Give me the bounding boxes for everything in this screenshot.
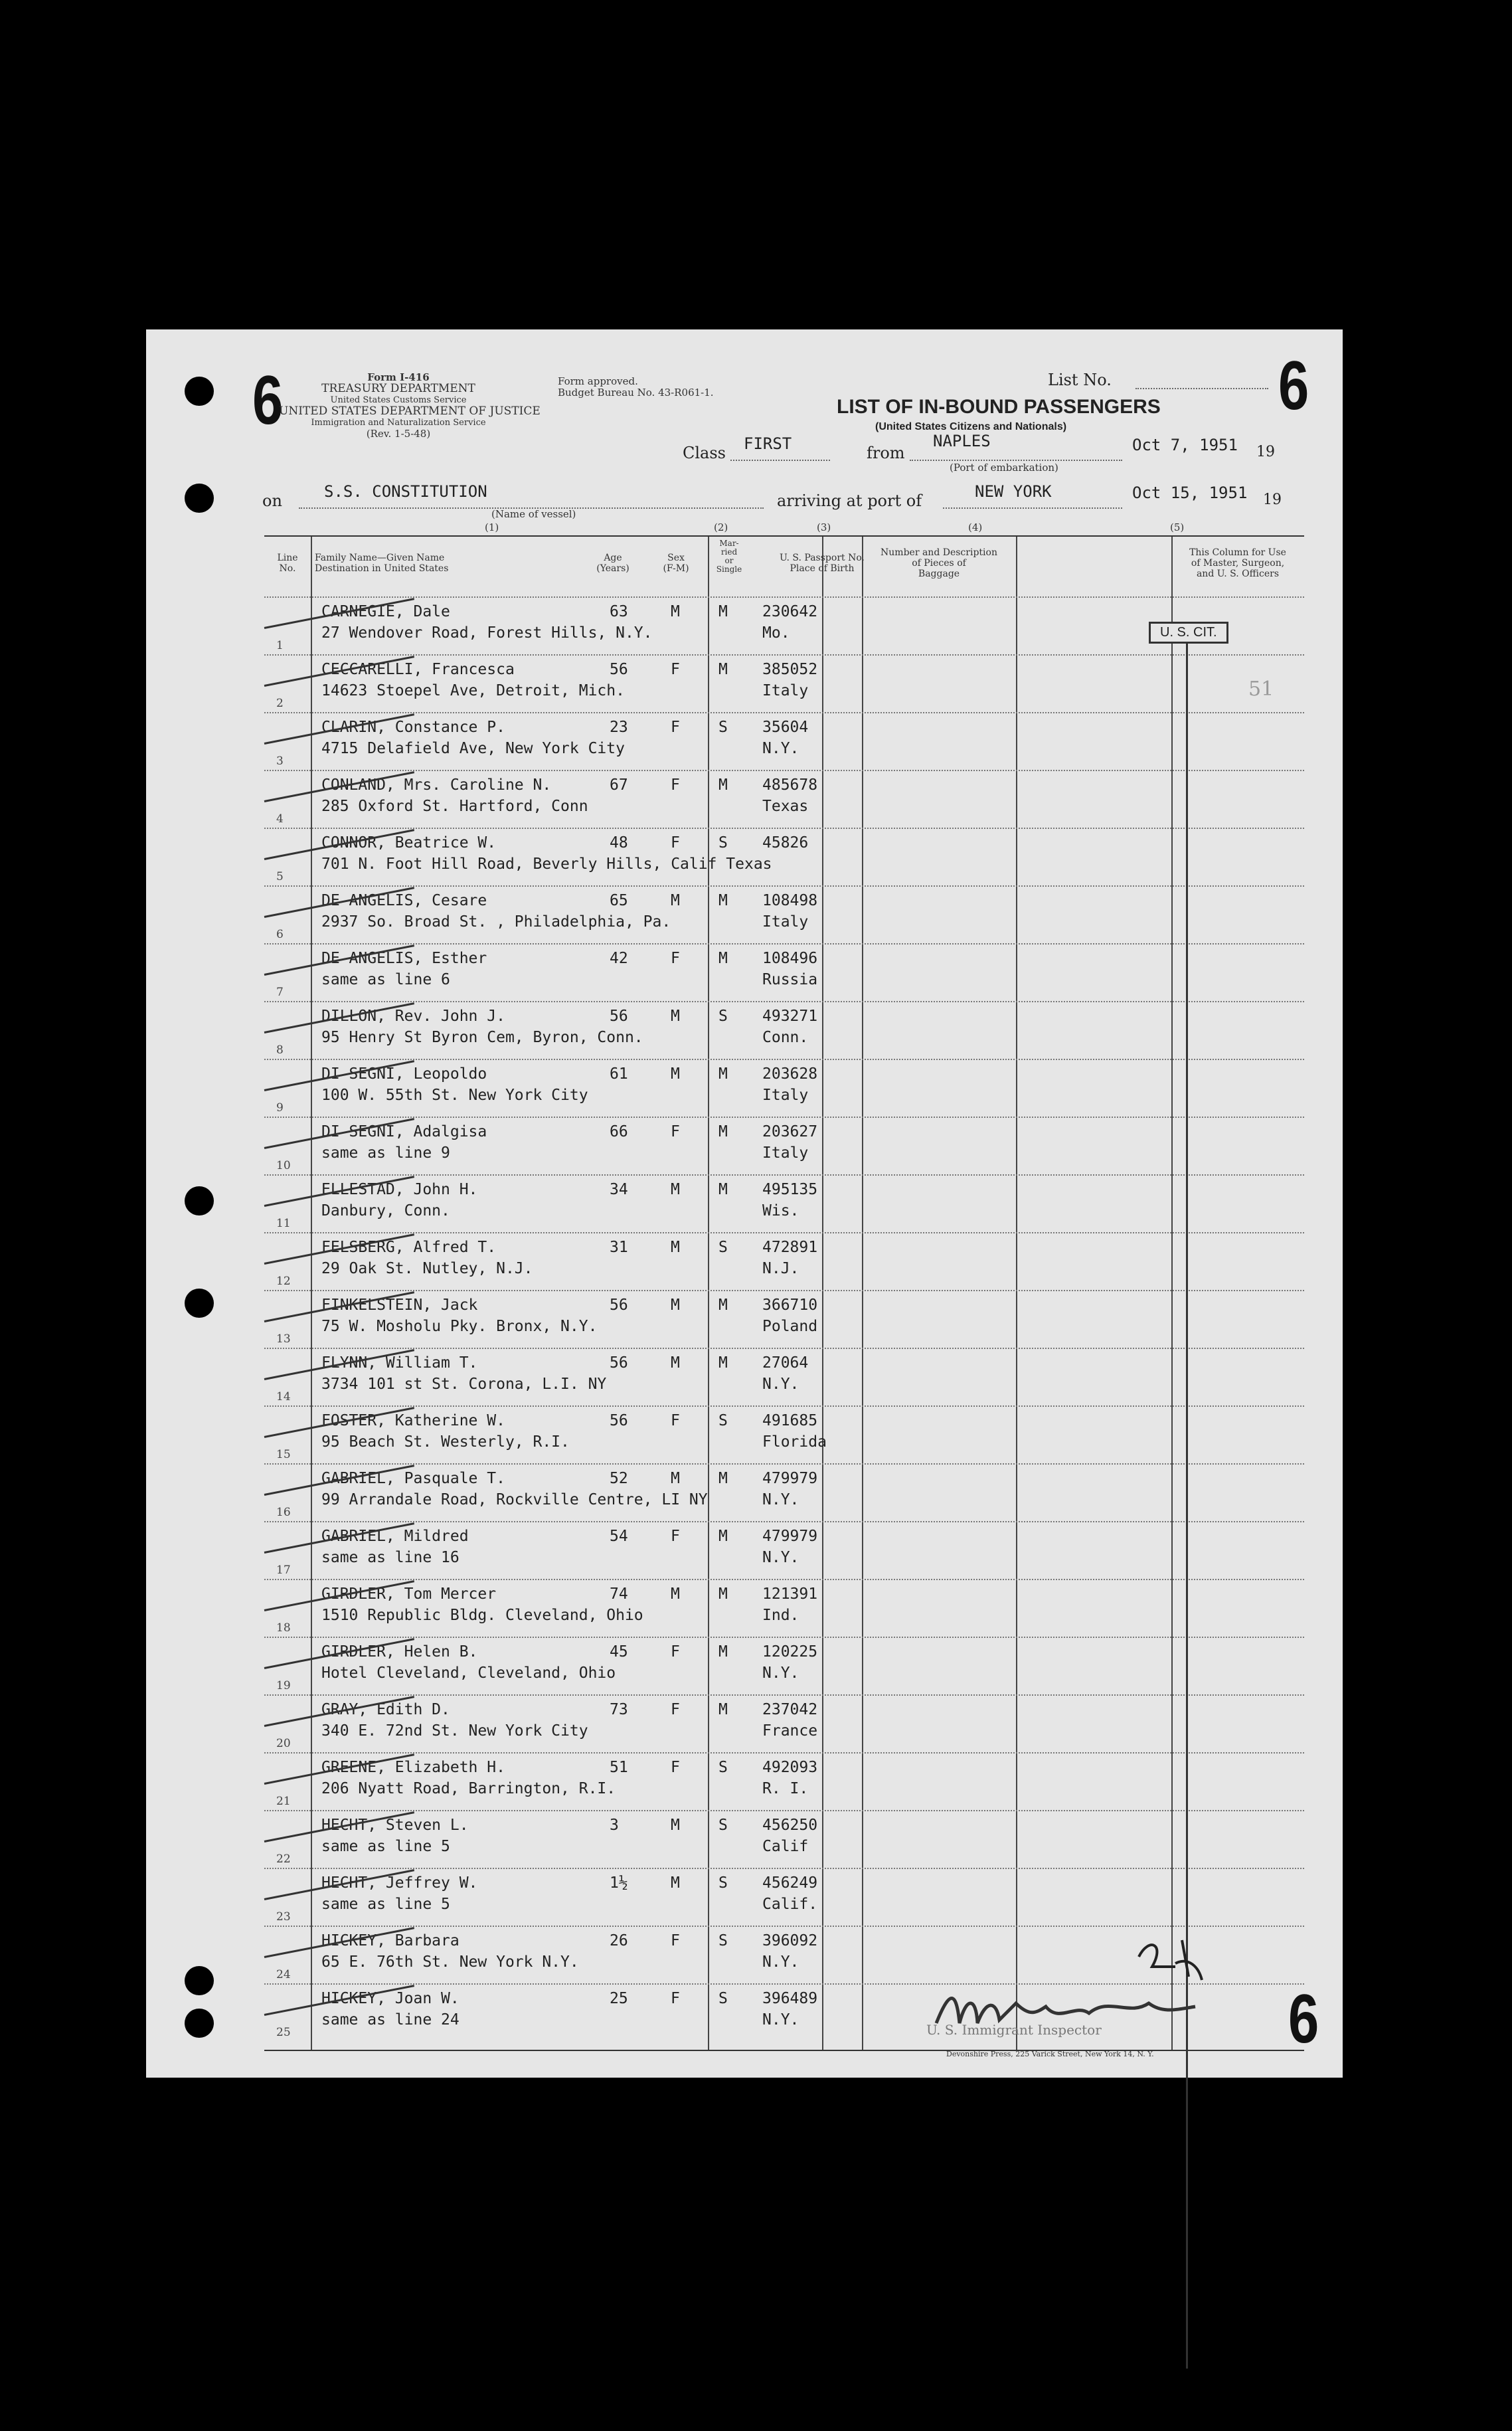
passenger-address: 75 W. Mosholu Pky. Bronx, N.Y. bbox=[321, 1318, 598, 1335]
passenger-address: 285 Oxford St. Hartford, Conn bbox=[321, 798, 588, 815]
passenger-table bbox=[264, 535, 1304, 2051]
passenger-age: 56 bbox=[610, 1412, 628, 1429]
passport-number: 495135 bbox=[762, 1181, 818, 1198]
passenger-name: DE ANGELIS, Esther bbox=[321, 950, 487, 967]
marital-status: S bbox=[718, 1874, 728, 1892]
marital-status: S bbox=[718, 1239, 728, 1256]
corner-number-bottom: 6 bbox=[1288, 1981, 1319, 2058]
passenger-age: 61 bbox=[610, 1065, 628, 1083]
page-title: LIST OF IN-BOUND PASSENGERS bbox=[837, 396, 1161, 418]
line-number: 5 bbox=[276, 870, 284, 883]
from-label: from bbox=[867, 444, 905, 462]
ins-service: Immigration and Naturalization Service bbox=[311, 418, 486, 428]
place-of-birth: Florida bbox=[762, 1433, 827, 1451]
depart-year-suffix: 19 bbox=[1256, 444, 1275, 460]
passport-number: 203627 bbox=[762, 1123, 818, 1140]
passenger-sex: F bbox=[671, 1990, 680, 2007]
passenger-name: GABRIEL, Pasquale T. bbox=[321, 1470, 505, 1487]
passenger-sex: M bbox=[671, 1585, 680, 1603]
passenger-address: 95 Beach St. Westerly, R.I. bbox=[321, 1433, 570, 1451]
passport-number: 203628 bbox=[762, 1065, 818, 1083]
passenger-name: CONNOR, Beatrice W. bbox=[321, 834, 497, 852]
marital-status: S bbox=[718, 1008, 728, 1025]
port-caption: (Port of embarkation) bbox=[950, 462, 1058, 474]
marital-status: M bbox=[718, 661, 728, 678]
passenger-age: 54 bbox=[610, 1528, 628, 1545]
passenger-age: 51 bbox=[610, 1759, 628, 1776]
passenger-name: HECHT, Jeffrey W. bbox=[321, 1874, 478, 1892]
table-row bbox=[264, 770, 1304, 829]
passenger-address: 27 Wendover Road, Forest Hills, N.Y. bbox=[321, 624, 653, 642]
punch-hole bbox=[185, 1186, 214, 1216]
officer-initials bbox=[1129, 1930, 1209, 1990]
vessel-caption: (Name of vessel) bbox=[491, 508, 576, 520]
passenger-sex: M bbox=[671, 603, 680, 620]
marital-status: S bbox=[718, 719, 728, 736]
us-citizen-stamp: U. S. CIT. bbox=[1149, 622, 1228, 644]
passenger-name: CONLAND, Mrs. Caroline N. bbox=[321, 776, 552, 794]
line-number: 19 bbox=[276, 1679, 291, 1692]
place-of-birth: N.Y. bbox=[762, 740, 799, 757]
passenger-name: GRAY, Edith D. bbox=[321, 1701, 450, 1718]
table-row bbox=[264, 1059, 1304, 1118]
marital-status: S bbox=[718, 834, 728, 852]
passenger-name: CARNEGIE, Dale bbox=[321, 603, 450, 620]
header-name: Family Name—Given Name Destination in United States bbox=[315, 553, 449, 574]
passport-number: 472891 bbox=[762, 1239, 818, 1256]
passenger-age: 56 bbox=[610, 661, 628, 678]
marital-status: M bbox=[718, 1065, 728, 1083]
passenger-age: 26 bbox=[610, 1932, 628, 1949]
place-of-birth: N.Y. bbox=[762, 2011, 799, 2028]
marital-status: M bbox=[718, 1297, 728, 1314]
passport-number: 479979 bbox=[762, 1470, 818, 1487]
passenger-name: DI SEGNI, Leopoldo bbox=[321, 1065, 487, 1083]
punch-hole bbox=[185, 1289, 214, 1318]
passport-number: 396489 bbox=[762, 1990, 818, 2007]
passenger-sex: M bbox=[671, 1008, 680, 1025]
passenger-name: GIRDLER, Helen B. bbox=[321, 1643, 478, 1661]
marital-status: M bbox=[718, 1181, 728, 1198]
line-number: 21 bbox=[276, 1795, 291, 1808]
table-row bbox=[264, 1868, 1304, 1927]
marital-status: M bbox=[718, 1643, 728, 1661]
officer-vertical-line bbox=[1186, 642, 1188, 2369]
passenger-age: 63 bbox=[610, 603, 628, 620]
marital-status: M bbox=[718, 1585, 728, 1603]
marital-status: S bbox=[718, 1759, 728, 1776]
passenger-name: CLARIN, Constance P. bbox=[321, 719, 505, 736]
passenger-age: 67 bbox=[610, 776, 628, 794]
passenger-name: GABRIEL, Mildred bbox=[321, 1528, 469, 1545]
class-label: Class bbox=[683, 444, 726, 462]
place-of-birth: France bbox=[762, 1722, 818, 1740]
place-of-birth: Italy bbox=[762, 682, 809, 699]
passport-number: 493271 bbox=[762, 1008, 818, 1025]
passenger-name: FELSBERG, Alfred T. bbox=[321, 1239, 497, 1256]
line-number: 15 bbox=[276, 1448, 291, 1461]
passenger-sex: M bbox=[671, 1297, 680, 1314]
passport-number: 108498 bbox=[762, 892, 818, 909]
place-of-birth: N.Y. bbox=[762, 1376, 799, 1393]
passenger-sex: F bbox=[671, 1701, 680, 1718]
passenger-age: 73 bbox=[610, 1701, 628, 1718]
punch-hole bbox=[185, 1966, 214, 1995]
header-line-no: Line No. bbox=[277, 553, 301, 574]
passport-number: 385052 bbox=[762, 661, 818, 678]
line-number: 24 bbox=[276, 1968, 291, 1981]
arriving-label: arriving at port of bbox=[777, 492, 922, 510]
marital-status: M bbox=[718, 603, 728, 620]
passenger-sex: F bbox=[671, 661, 680, 678]
passenger-age: 3 bbox=[610, 1817, 619, 1834]
line-number: 12 bbox=[276, 1275, 291, 1288]
marital-status: M bbox=[718, 1123, 728, 1140]
passenger-address: 4715 Delafield Ave, New York City bbox=[321, 740, 625, 757]
passenger-name: HICKEY, Barbara bbox=[321, 1932, 460, 1949]
line-number: 6 bbox=[276, 928, 284, 941]
passenger-age: 42 bbox=[610, 950, 628, 967]
inspector-label: U. S. Immigrant Inspector bbox=[926, 2022, 1102, 2038]
passenger-sex: F bbox=[671, 776, 680, 794]
approval-block bbox=[558, 376, 714, 399]
passenger-address: same as line 5 bbox=[321, 1838, 450, 1855]
line-number: 3 bbox=[276, 755, 284, 768]
line-number: 8 bbox=[276, 1043, 284, 1057]
arrival-date: Oct 15, 1951 bbox=[1132, 484, 1248, 502]
passport-number: 121391 bbox=[762, 1585, 818, 1603]
passenger-sex: F bbox=[671, 1528, 680, 1545]
marital-status: M bbox=[718, 1470, 728, 1487]
class-value: FIRST bbox=[744, 434, 792, 453]
place-of-birth: Italy bbox=[762, 1087, 809, 1104]
line-number: 13 bbox=[276, 1332, 291, 1346]
marital-status: S bbox=[718, 1817, 728, 1834]
place-of-birth: Italy bbox=[762, 913, 809, 931]
passenger-name: DI SEGNI, Adalgisa bbox=[321, 1123, 487, 1140]
place-of-birth: Calif. bbox=[762, 1896, 818, 1913]
table-row bbox=[264, 712, 1304, 771]
form-block bbox=[279, 371, 541, 440]
page-subtitle: (United States Citizens and Nationals) bbox=[875, 421, 1067, 432]
col-number-2: (2) bbox=[714, 521, 728, 533]
place-of-birth: Conn. bbox=[762, 1029, 809, 1046]
passenger-address: 14623 Stoepel Ave, Detroit, Mich. bbox=[321, 682, 625, 699]
passenger-sex: F bbox=[671, 1932, 680, 1949]
passenger-sex: M bbox=[671, 1181, 680, 1198]
passenger-sex: F bbox=[671, 950, 680, 967]
treasury-dept: TREASURY DEPARTMENT bbox=[321, 382, 475, 395]
passenger-age: 52 bbox=[610, 1470, 628, 1487]
table-row bbox=[264, 1521, 1304, 1580]
passport-number: 479979 bbox=[762, 1528, 818, 1545]
place-of-birth: Italy bbox=[762, 1144, 809, 1162]
passenger-sex: F bbox=[671, 719, 680, 736]
place-of-birth: R. I. bbox=[762, 1780, 809, 1797]
passenger-name: FOSTER, Katherine W. bbox=[321, 1412, 505, 1429]
place-of-birth: Wis. bbox=[762, 1202, 799, 1219]
passenger-address: Hotel Cleveland, Cleveland, Ohio bbox=[321, 1665, 616, 1682]
passport-number: 396092 bbox=[762, 1932, 818, 1949]
table-row bbox=[264, 654, 1304, 713]
passenger-address: 29 Oak St. Nutley, N.J. bbox=[321, 1260, 533, 1277]
col-number-3: (3) bbox=[817, 521, 831, 533]
passport-number: 45826 bbox=[762, 834, 809, 852]
passenger-address: same as line 5 bbox=[321, 1896, 450, 1913]
header-officers: This Column for Use of Master, Surgeon, and U. S. Officers bbox=[1189, 547, 1286, 579]
passenger-sex: M bbox=[671, 1239, 680, 1256]
passenger-age: 48 bbox=[610, 834, 628, 852]
place-of-birth: Russia bbox=[762, 971, 818, 988]
passenger-address: 340 E. 72nd St. New York City bbox=[321, 1722, 588, 1740]
passenger-name: DE ANGELIS, Cesare bbox=[321, 892, 487, 909]
margin-note: 51 bbox=[1248, 677, 1274, 701]
line-number: 16 bbox=[276, 1506, 291, 1519]
place-of-birth: Calif bbox=[762, 1838, 809, 1855]
header-married: Mar- ried or Single bbox=[716, 539, 742, 574]
line-number: 11 bbox=[276, 1217, 291, 1230]
header-age: Age (Years) bbox=[596, 553, 630, 574]
passport-number: 491685 bbox=[762, 1412, 818, 1429]
passenger-address: 2937 So. Broad St. , Philadelphia, Pa. bbox=[321, 913, 671, 931]
header-sex: Sex (F-M) bbox=[663, 553, 689, 574]
depart-date: Oct 7, 1951 bbox=[1132, 436, 1238, 454]
passenger-age: 1½ bbox=[610, 1874, 628, 1892]
table-row bbox=[264, 1810, 1304, 1869]
passenger-name: FLYNN, William T. bbox=[321, 1354, 478, 1372]
passport-number: 485678 bbox=[762, 776, 818, 794]
header-passport: U. S. Passport No. Place of Birth bbox=[780, 553, 865, 574]
line-number: 4 bbox=[276, 812, 284, 826]
table-row bbox=[264, 1637, 1304, 1696]
arrival-port: NEW YORK bbox=[975, 482, 1052, 501]
table-row bbox=[264, 828, 1304, 887]
passenger-age: 34 bbox=[610, 1181, 628, 1198]
passenger-age: 66 bbox=[610, 1123, 628, 1140]
justice-dept: UNITED STATES DEPARTMENT OF JUSTICE bbox=[279, 405, 541, 418]
passenger-name: GREENE, Elizabeth H. bbox=[321, 1759, 505, 1776]
list-no-label: List No. bbox=[1048, 371, 1112, 389]
passenger-sex: F bbox=[671, 1412, 680, 1429]
marital-status: M bbox=[718, 1701, 728, 1718]
marital-status: M bbox=[718, 950, 728, 967]
passport-number: 35604 bbox=[762, 719, 809, 736]
marital-status: S bbox=[718, 1990, 728, 2007]
line-number: 1 bbox=[276, 639, 284, 652]
passenger-address: same as line 9 bbox=[321, 1144, 450, 1162]
passenger-address: same as line 6 bbox=[321, 971, 450, 988]
passenger-name: ELLESTAD, John H. bbox=[321, 1181, 478, 1198]
place-of-birth: N.Y. bbox=[762, 1549, 799, 1566]
table-row bbox=[264, 1117, 1304, 1176]
passenger-address: Danbury, Conn. bbox=[321, 1202, 450, 1219]
passenger-sex: F bbox=[671, 1759, 680, 1776]
from-port: NAPLES bbox=[933, 432, 991, 450]
passenger-age: 31 bbox=[610, 1239, 628, 1256]
table-row bbox=[264, 1752, 1304, 1811]
passenger-age: 56 bbox=[610, 1354, 628, 1372]
passport-number: 366710 bbox=[762, 1297, 818, 1314]
place-of-birth: Ind. bbox=[762, 1607, 799, 1624]
table-row bbox=[264, 1290, 1304, 1349]
passenger-address: 206 Nyatt Road, Barrington, R.I. bbox=[321, 1780, 616, 1797]
punch-hole bbox=[185, 377, 214, 406]
passenger-address: 100 W. 55th St. New York City bbox=[321, 1087, 588, 1104]
passenger-sex: M bbox=[671, 1874, 680, 1892]
table-row bbox=[264, 1232, 1304, 1291]
passport-number: 492093 bbox=[762, 1759, 818, 1776]
passenger-age: 23 bbox=[610, 719, 628, 736]
passenger-age: 56 bbox=[610, 1008, 628, 1025]
passenger-name: FINKELSTEIN, Jack bbox=[321, 1297, 478, 1314]
passport-number: 120225 bbox=[762, 1643, 818, 1661]
col-number-5: (5) bbox=[1170, 521, 1185, 533]
line-number: 2 bbox=[276, 697, 284, 710]
table-row bbox=[264, 1405, 1304, 1465]
line-number: 20 bbox=[276, 1737, 291, 1750]
passenger-address: 95 Henry St Byron Cem, Byron, Conn. bbox=[321, 1029, 643, 1046]
passenger-address: same as line 16 bbox=[321, 1549, 460, 1566]
place-of-birth: N.Y. bbox=[762, 1953, 799, 1971]
passenger-name: HECHT, Steven L. bbox=[321, 1817, 469, 1834]
marital-status: M bbox=[718, 776, 728, 794]
passport-number: 27064 bbox=[762, 1354, 809, 1372]
corner-number-left: 6 bbox=[252, 362, 284, 439]
table-row bbox=[264, 885, 1304, 945]
passenger-sex: M bbox=[671, 1065, 680, 1083]
table-row bbox=[264, 1579, 1304, 1638]
place-of-birth: Poland bbox=[762, 1318, 818, 1335]
passenger-address: 701 N. Foot Hill Road, Beverly Hills, Calif Texas bbox=[321, 855, 772, 873]
place-of-birth: N.J. bbox=[762, 1260, 799, 1277]
arrival-year-suffix: 19 bbox=[1263, 492, 1282, 508]
revision: (Rev. 1-5-48) bbox=[366, 428, 431, 440]
punch-hole bbox=[185, 2009, 214, 2038]
passenger-sex: F bbox=[671, 834, 680, 852]
marital-status: M bbox=[718, 1528, 728, 1545]
line-number: 23 bbox=[276, 1910, 291, 1924]
col-number-4: (4) bbox=[968, 521, 983, 533]
header-baggage: Number and Description of Pieces of Baggage bbox=[881, 547, 997, 579]
passenger-sex: M bbox=[671, 892, 680, 909]
manifest-sheet bbox=[146, 329, 1343, 2078]
printer-imprint: Devonshire Press, 225 Varick Street, New York 14, N. Y. bbox=[946, 2050, 1154, 2058]
col-number-1: (1) bbox=[485, 521, 499, 533]
form-number: Form I-416 bbox=[367, 371, 430, 383]
line-number: 17 bbox=[276, 1564, 291, 1577]
passenger-address: 99 Arrandale Road, Rockville Centre, LI NY bbox=[321, 1491, 708, 1508]
passenger-sex: M bbox=[671, 1470, 680, 1487]
marital-status: S bbox=[718, 1412, 728, 1429]
budget-line: Budget Bureau No. 43-R061-1. bbox=[558, 387, 714, 399]
table-row bbox=[264, 943, 1304, 1002]
line-number: 18 bbox=[276, 1621, 291, 1635]
line-number: 7 bbox=[276, 986, 284, 999]
passenger-name: CECCARELLI, Francesca bbox=[321, 661, 515, 678]
passenger-sex: M bbox=[671, 1817, 680, 1834]
passenger-address: 1510 Republic Bldg. Cleveland, Ohio bbox=[321, 1607, 643, 1624]
passenger-age: 74 bbox=[610, 1585, 628, 1603]
passport-number: 108496 bbox=[762, 950, 818, 967]
passenger-address: same as line 24 bbox=[321, 2011, 460, 2028]
place-of-birth: N.Y. bbox=[762, 1491, 799, 1508]
passenger-name: HICKEY, Joan W. bbox=[321, 1990, 460, 2007]
table-row bbox=[264, 1174, 1304, 1233]
marital-status: M bbox=[718, 1354, 728, 1372]
vessel-name: S.S. CONSTITUTION bbox=[324, 482, 487, 501]
passenger-sex: F bbox=[671, 1643, 680, 1661]
corner-number-right: 6 bbox=[1278, 347, 1309, 424]
passport-number: 237042 bbox=[762, 1701, 818, 1718]
marital-status: M bbox=[718, 892, 728, 909]
line-number: 22 bbox=[276, 1852, 291, 1866]
passenger-sex: M bbox=[671, 1354, 680, 1372]
passenger-age: 56 bbox=[610, 1297, 628, 1314]
passenger-name: GIRDLER, Tom Mercer bbox=[321, 1585, 497, 1603]
passenger-name: DILLON, Rev. John J. bbox=[321, 1008, 505, 1025]
line-number: 10 bbox=[276, 1159, 291, 1172]
table-row bbox=[264, 1694, 1304, 1754]
table-row bbox=[264, 1001, 1304, 1060]
passenger-address: 65 E. 76th St. New York N.Y. bbox=[321, 1953, 579, 1971]
table-row bbox=[264, 1463, 1304, 1522]
on-label: on bbox=[262, 492, 282, 510]
place-of-birth: N.Y. bbox=[762, 1665, 799, 1682]
passenger-sex: F bbox=[671, 1123, 680, 1140]
passport-number: 456250 bbox=[762, 1817, 818, 1834]
marital-status: S bbox=[718, 1932, 728, 1949]
line-number: 14 bbox=[276, 1390, 291, 1403]
passport-number: 230642 bbox=[762, 603, 818, 620]
line-number: 9 bbox=[276, 1101, 284, 1115]
passenger-age: 45 bbox=[610, 1643, 628, 1661]
place-of-birth: Texas bbox=[762, 798, 809, 815]
table-row bbox=[264, 1348, 1304, 1407]
passport-number: 456249 bbox=[762, 1874, 818, 1892]
place-of-birth: Mo. bbox=[762, 624, 790, 642]
line-number: 25 bbox=[276, 2026, 291, 2039]
customs-service: United States Customs Service bbox=[330, 395, 467, 405]
passenger-address: 3734 101 st St. Corona, L.I. NY bbox=[321, 1376, 607, 1393]
punch-hole bbox=[185, 484, 214, 513]
passenger-age: 25 bbox=[610, 1990, 628, 2007]
passenger-age: 65 bbox=[610, 892, 628, 909]
approval-line: Form approved. bbox=[558, 375, 638, 387]
